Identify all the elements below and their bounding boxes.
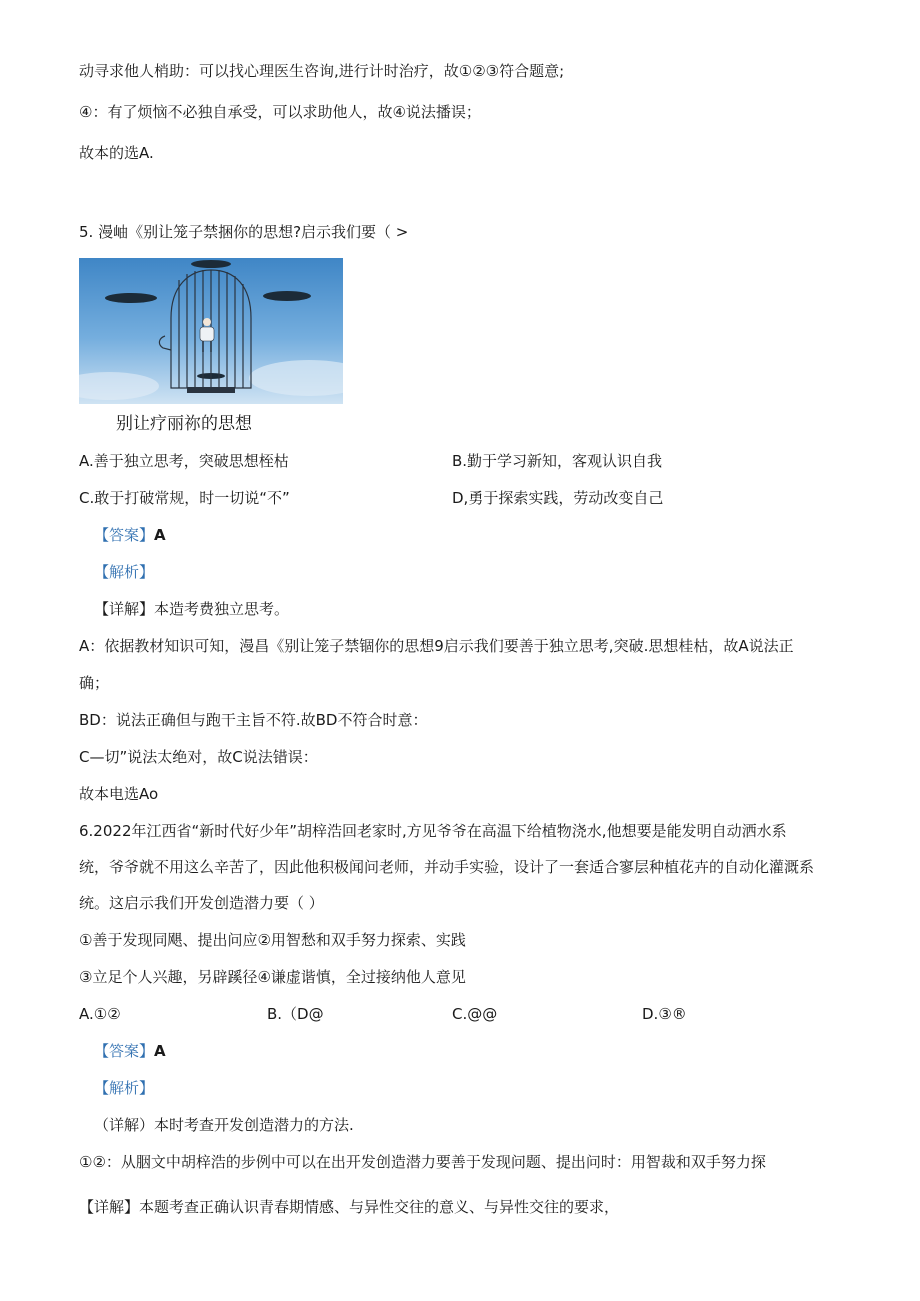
option-a: A.善于独立思考，突破思想桎枯 bbox=[79, 452, 289, 470]
question-6-stem: 统。这启示我们开发创造潜力要（ ） bbox=[79, 894, 324, 912]
text-line: ④：有了烦恼不必独自承受，可以求助他人，故④说法播误； bbox=[79, 103, 481, 121]
answer-line bbox=[94, 524, 166, 546]
person-body bbox=[200, 327, 214, 341]
explanation-line: ①②：从胭文中胡梓浩的步例中可以在出开发创造潜力要善于发现问题、提出问时：用智裁和双手努力探 bbox=[79, 1153, 766, 1171]
statement-line: ①善于发现同飓、提出问应②用智愁和双手努力探索、实践 bbox=[79, 931, 466, 949]
question-6-stem: 6.2022年江西省“新时代好少年”胡梓浩回老家时,方见爷爷在高温下给植物浇水,他想要是能发明自动洒水系 bbox=[79, 822, 787, 840]
analysis-label: 【解析】 bbox=[94, 563, 155, 581]
answer-label: 【答案】 bbox=[94, 526, 155, 544]
explanation-line: C—切”说法太绝对，故C说法错误： bbox=[79, 748, 318, 766]
hat-shape bbox=[105, 293, 157, 303]
text-line: 动寻求他人梢助：可以找心理医生咨询,进行计时治疗，故①②③符合题意; bbox=[79, 62, 565, 80]
hat-shape bbox=[263, 291, 311, 301]
answer-value: A bbox=[154, 526, 166, 544]
question-6-stem: 统，爷爷就不用这么辛苦了，因此他积极闻问老师，并动手实验，设计了一套适合寥层种植花卉的自动化灌溉系 bbox=[79, 858, 815, 876]
statement-line: ③立足个人兴趣，另辟蹊径④谦虚谐慎，全过接纳他人意见 bbox=[79, 968, 466, 986]
detail-line: 【详解】本造考费独立思考。 bbox=[94, 600, 290, 618]
detail-line: （详解）本时考查开发创造潜力的方法. bbox=[94, 1116, 354, 1134]
explanation-line: A：依据教材知识可知，漫昌《别让笼子禁锢你的思想9启示我们要善于独立思考,突破.思想桂枯，故A说法正 bbox=[79, 637, 794, 655]
hat-shape bbox=[191, 260, 231, 268]
option-d: D,勇于探索实践，劳动改变自己 bbox=[452, 489, 664, 507]
detail-line: 【详解】本题考查正确认识青春期情感、与异性交往的意义、与异性交往的要求， bbox=[79, 1198, 620, 1216]
cartoon-image bbox=[79, 258, 343, 404]
text-line: 故本的选A. bbox=[79, 144, 154, 162]
choice-b: B.（D@ bbox=[267, 1005, 324, 1023]
cartoon-caption: 别让疗丽祢的思想 bbox=[116, 414, 252, 434]
option-c: C.敢于打破常规，时一切说“不” bbox=[79, 489, 290, 507]
choice-d: D.③® bbox=[642, 1005, 687, 1023]
explanation-line: 故本电选Ao bbox=[79, 785, 159, 803]
choice-a: A.①② bbox=[79, 1005, 121, 1023]
person-head bbox=[203, 318, 211, 326]
answer-label: 【答案】 bbox=[94, 1042, 155, 1060]
answer-line bbox=[94, 1040, 166, 1062]
explanation-line: 确； bbox=[79, 674, 110, 692]
option-b: B.勤于学习新知，客观认识自我 bbox=[452, 452, 663, 470]
explanation-line: BD：说法正确但与跑干主旨不符.故BD不符合时意： bbox=[79, 711, 428, 729]
analysis-label: 【解析】 bbox=[94, 1079, 155, 1097]
question-5-stem: 5. 漫岫《别让笼子禁捆你的思想?启示我们要（ > bbox=[79, 223, 409, 241]
cage-base bbox=[187, 387, 235, 393]
answer-value: A bbox=[154, 1042, 166, 1060]
choice-c: C.@@ bbox=[452, 1005, 498, 1023]
